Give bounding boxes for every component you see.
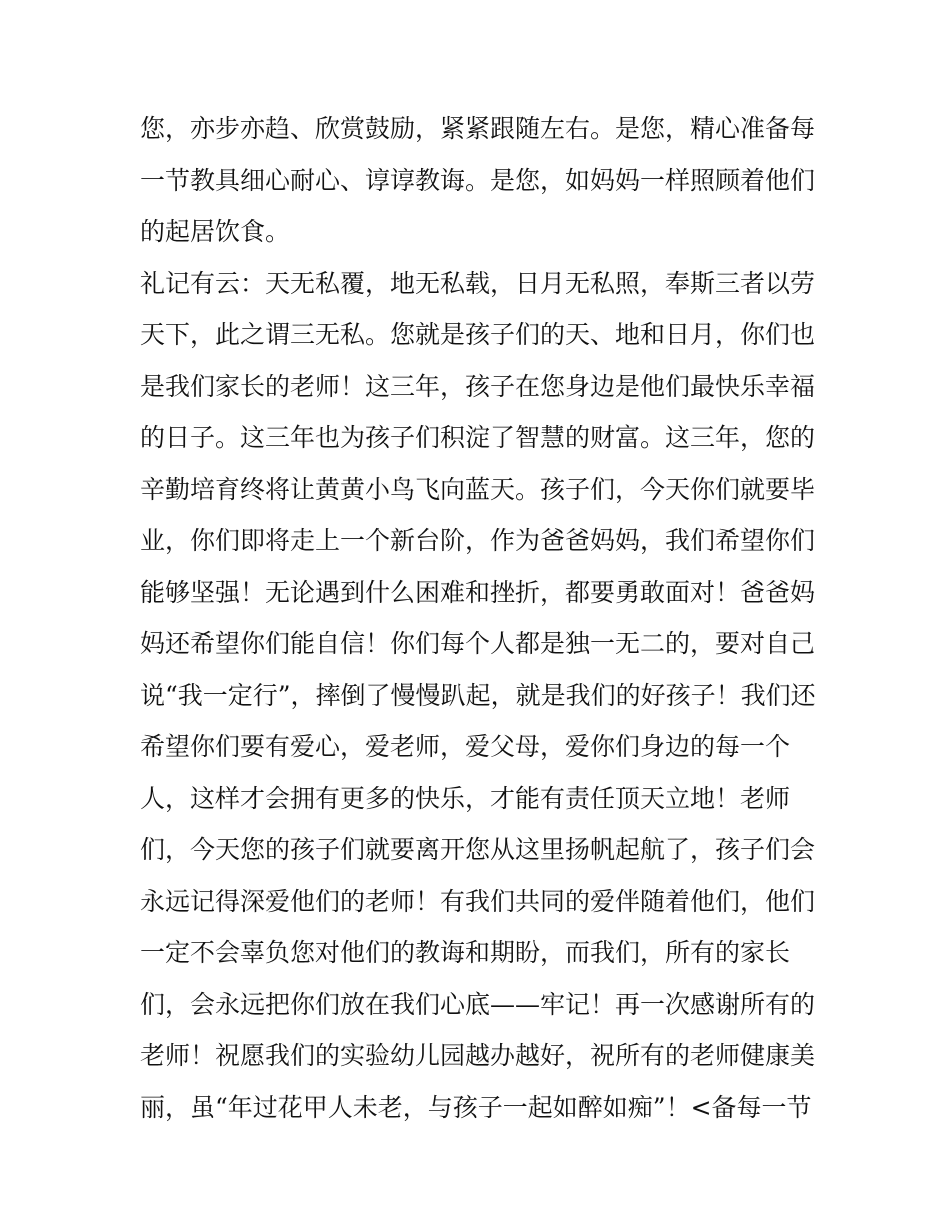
- text-line: 希望你们要有爱心，爱老师，爱父母，爱你们身边的每一个: [140, 732, 791, 761]
- text-line: 是我们家长的老师！这三年，孩子在您身边是他们最快乐幸福: [140, 371, 816, 401]
- text-line: 丽，虽“年过花甲人未老，与孩子一起如醉如痴”！<备每一节: [140, 1092, 812, 1122]
- text-line: 礼记有云：天无私覆，地无私载，日月无私照，奉斯三者以劳: [140, 268, 816, 298]
- text-line: 人，这样才会拥有更多的快乐，才能有责任顶天立地！老师: [140, 783, 791, 813]
- text-line: 一定不会辜负您对他们的教诲和期盼，而我们，所有的家长: [140, 938, 791, 967]
- text-line: 一节教具细心耐心、谆谆教诲。是您，如妈妈一样照顾着他们: [140, 165, 816, 195]
- text-line: 您，亦步亦趋、欣赏鼓励，紧紧跟随左右。是您，精心准备每: [140, 114, 816, 143]
- text-line: 们，会永远把你们放在我们心底——牢记！再一次感谢所有的: [140, 989, 816, 1019]
- text-line: 能够坚强！无论遇到什么困难和挫折，都要勇敢面对！爸爸妈: [140, 577, 816, 607]
- text-line: 老师！祝愿我们的实验幼儿园越办越好，祝所有的老师健康美: [140, 1041, 816, 1070]
- text-line: 妈还希望你们能自信！你们每个人都是独一无二的，要对自己: [140, 629, 816, 658]
- text-line: 天下，此之谓三无私。您就是孩子们的天、地和日月，你们也: [140, 320, 816, 349]
- text-line: 辛勤培育终将让黄黄小鸟飞向蓝天。孩子们，今天你们就要毕: [140, 474, 816, 504]
- text-line: 们，今天您的孩子们就要离开您从这里扬帆起航了，孩子们会: [140, 835, 816, 864]
- text-line: 说“我一定行”，摔倒了慢慢趴起，就是我们的好孩子！我们还: [140, 680, 816, 710]
- text-line: 的日子。这三年也为孩子们积淀了智慧的财富。这三年，您的: [140, 423, 816, 452]
- text-line: 业，你们即将走上一个新台阶，作为爸爸妈妈，我们希望你们: [140, 526, 816, 555]
- body-text: [140, 103, 830, 1133]
- text-line: 永远记得深爱他们的老师！有我们共同的爱伴随着他们，他们: [140, 886, 816, 916]
- text-line: 的起居饮食。: [140, 217, 291, 246]
